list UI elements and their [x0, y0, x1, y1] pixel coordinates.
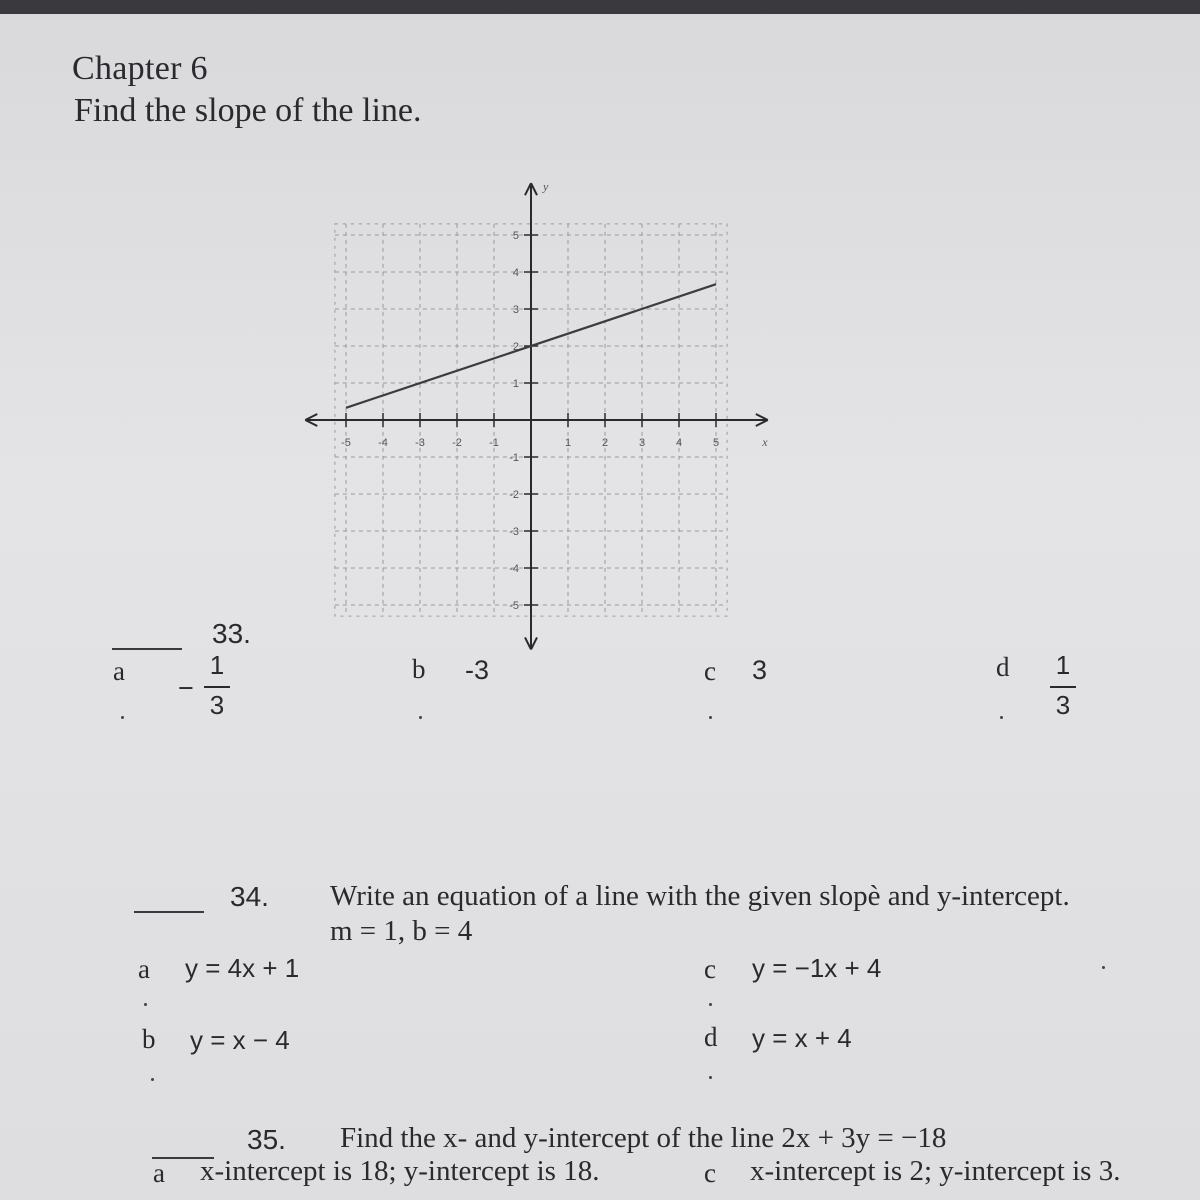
x-tick-label: 5 [712, 437, 720, 449]
tick-labels [341, 180, 768, 612]
q34-option-a-letter[interactable]: a [138, 954, 150, 984]
q34-option-a-value[interactable]: y = 4x + 1 [185, 953, 300, 983]
q35-option-c-letter[interactable]: c [704, 1158, 716, 1188]
x-tick-label: -5 [341, 437, 351, 449]
q33-option-c-dot [709, 716, 712, 719]
coordinate-graph [300, 165, 780, 650]
axes [305, 183, 768, 649]
y-tick-label: 3 [512, 304, 519, 316]
y-tick-label: -5 [509, 600, 519, 612]
q35-option-c-value[interactable]: x-intercept is 2; y-intercept is 3. [750, 1155, 1121, 1187]
y-tick-label: 4 [512, 267, 519, 279]
fraction-bar [1050, 686, 1076, 688]
x-tick-label: 4 [675, 437, 683, 449]
question-number-35: 35. [247, 1124, 286, 1155]
answer-blank-34[interactable] [134, 911, 204, 913]
q34-option-b-value[interactable]: y = x − 4 [190, 1025, 290, 1055]
y-tick-label: -2 [509, 489, 519, 501]
x-tick-label: -1 [489, 437, 499, 449]
x-axis-label: x [762, 435, 768, 449]
q33-option-a-letter[interactable]: a [113, 656, 125, 686]
q33-option-b-value[interactable]: -3 [465, 655, 490, 685]
y-tick-label: -4 [509, 563, 519, 575]
instruction-text: Find the slope of the line. [74, 92, 422, 129]
q33-option-a-dot [121, 716, 124, 719]
q35-option-a-value[interactable]: x-intercept is 18; y-intercept is 18. [200, 1155, 600, 1187]
y-tick-label: -3 [509, 526, 519, 538]
q34-option-a-dot [144, 1003, 147, 1006]
x-tick-label: 3 [638, 437, 646, 449]
q35-prompt: Find the x- and y-intercept of the line 2x + 3y = −18 [340, 1122, 947, 1154]
x-tick-label: -3 [415, 437, 425, 449]
y-tick-label: 2 [512, 341, 519, 353]
q33-option-b-dot [419, 716, 422, 719]
x-tick-label: 2 [601, 437, 609, 449]
y-tick-label: -1 [509, 452, 519, 464]
q34-option-d-letter[interactable]: d [704, 1022, 718, 1052]
q33-option-c-letter[interactable]: c [704, 656, 716, 686]
q34-option-c-value[interactable]: y = −1x + 4 [752, 953, 882, 983]
q34-option-d-dot [709, 1076, 712, 1079]
y-tick-label: 1 [512, 378, 519, 390]
q35-option-a-letter[interactable]: a [153, 1158, 165, 1188]
q33-option-a-denominator: 3 [209, 690, 225, 720]
q33-option-a-numerator: 1 [209, 650, 225, 680]
y-axis-label: y [543, 179, 549, 194]
q33-option-d-numerator: 1 [1055, 650, 1071, 680]
q34-option-c-dot [709, 1003, 712, 1006]
chapter-title: Chapter 6 [72, 50, 208, 87]
q33-option-d-denominator: 3 [1055, 690, 1071, 720]
x-tick-label: 1 [564, 437, 572, 449]
q33-option-d-letter[interactable]: d [996, 652, 1010, 682]
answer-blank-33[interactable] [112, 648, 182, 650]
q34-option-b-letter[interactable]: b [142, 1024, 156, 1054]
stray-dot [1102, 966, 1105, 969]
q33-option-a-sign: − [178, 673, 194, 703]
q33-option-b-letter[interactable]: b [412, 654, 426, 684]
q34-option-c-letter[interactable]: c [704, 954, 716, 984]
question-number-34: 34. [230, 881, 269, 912]
q34-option-d-value[interactable]: y = x + 4 [752, 1023, 852, 1053]
q33-option-a-fraction[interactable] [200, 650, 234, 730]
q34-prompt: Write an equation of a line with the given slopè and y-intercept. [330, 880, 1070, 912]
q33-option-c-value[interactable]: 3 [752, 655, 768, 685]
screen-bezel [0, 0, 1200, 14]
y-tick-label: 5 [512, 230, 519, 242]
x-tick-label: -4 [378, 437, 388, 449]
q34-option-b-dot [151, 1078, 154, 1081]
question-number-33: 33. [212, 618, 251, 649]
q33-option-d-dot [1000, 716, 1003, 719]
fraction-bar [204, 686, 230, 688]
q34-given: m = 1, b = 4 [330, 915, 473, 947]
x-tick-label: -2 [452, 437, 462, 449]
q33-option-d-fraction[interactable] [1046, 650, 1080, 730]
